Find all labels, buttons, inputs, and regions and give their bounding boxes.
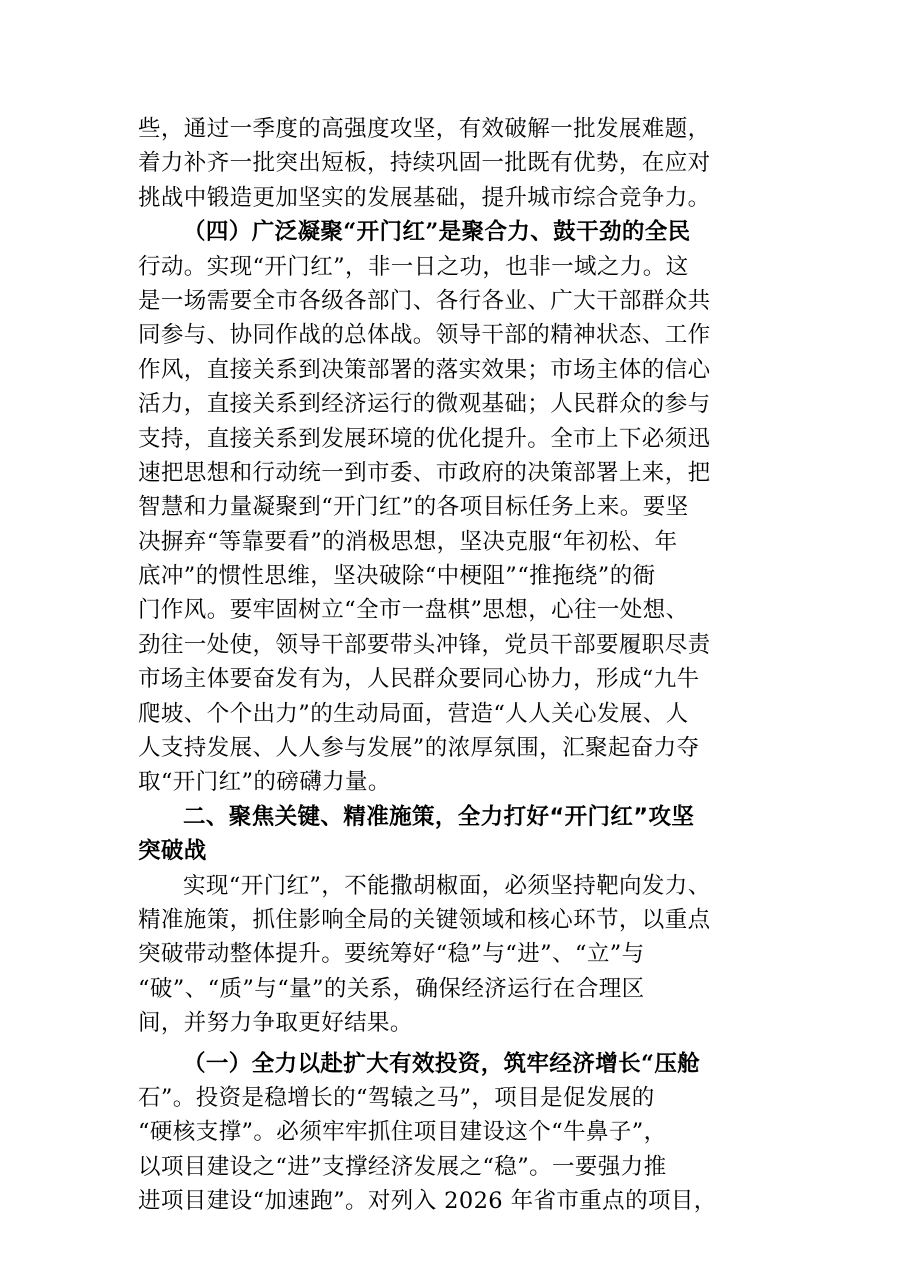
text-line: 精准施策，抓住影响全局的关键领域和核心环节，以重点 bbox=[138, 906, 711, 933]
text-line: 同参与、协同作战的总体战。领导干部的精神状态、工作 bbox=[138, 322, 711, 349]
text-line: 取“开门红”的磅礴力量。 bbox=[138, 769, 391, 796]
document-page bbox=[138, 112, 778, 1219]
heading-line: 二、聚焦关键、精准施策，全力打好“开门红”攻坚 bbox=[183, 803, 695, 830]
text-line: “硬核支撑”。必须牢牢抓住项目建设这个“牛鼻子”， bbox=[138, 1119, 667, 1146]
heading-line: 突破战 bbox=[138, 838, 207, 865]
text-line: 行动。实现“开门红”，非一日之功，也非一域之力。这 bbox=[138, 253, 689, 280]
text-line: 些，通过一季度的高强度攻坚，有效破解一批发展难题， bbox=[138, 116, 711, 142]
text-line: 人支持发展、人人参与发展”的浓厚氛围，汇聚起奋力夺 bbox=[138, 735, 700, 762]
text-line: 市场主体要奋发有为，人民群众要同心协力，形成“九牛 bbox=[138, 666, 700, 693]
text-line: 作风，直接关系到决策部署的落实效果；市场主体的信心 bbox=[138, 356, 711, 383]
text-line: 智慧和力量凝聚到“开门红”的各项目标任务上来。要坚 bbox=[138, 494, 689, 521]
text-line: 间，并努力争取更好结果。 bbox=[138, 1010, 413, 1037]
text-line: 以项目建设之“进”支撑经济发展之“稳”。一要强力推 bbox=[138, 1153, 667, 1180]
text-line: 实现“开门红”，不能撒胡椒面，必须坚持靶向发力、 bbox=[183, 872, 711, 899]
text-line: 着力补齐一批突出短板，持续巩固一批既有优势，在应对 bbox=[138, 150, 711, 177]
text-line: 爬坡、个个出力”的生动局面，营造“人人关心发展、人 bbox=[138, 700, 689, 727]
text-line: 底冲”的惯性思维，坚决破除“中梗阻”“推拖绕”的衙 bbox=[138, 563, 656, 590]
text-line: “破”、“质”与“量”的关系，确保经济运行在合理区 bbox=[138, 975, 645, 1002]
text-line: 门作风。要牢固树立“全市一盘棋”思想，心往一处想、 bbox=[138, 597, 689, 624]
text-line: 进项目建设“加速跑”。对列入 2026 年省市重点的项目， bbox=[138, 1188, 717, 1215]
text-line: 支持，直接关系到发展环境的优化提升。全市上下必须迅 bbox=[138, 425, 711, 452]
text-line: 石”。投资是稳增长的“驾辕之马”，项目是促发展的 bbox=[138, 1084, 655, 1111]
text-line: 突破带动整体提升。要统筹好“稳”与“进”、“立”与 bbox=[138, 941, 645, 968]
heading-line: （一）全力以赴扩大有效投资，筑牢经济增长“压舱 bbox=[183, 1050, 701, 1077]
text-line: 活力，直接关系到经济运行的微观基础；人民群众的参与 bbox=[138, 391, 711, 418]
text-line: 速把思想和行动统一到市委、市政府的决策部署上来，把 bbox=[138, 459, 711, 486]
heading-line: （四）广泛凝聚“开门红”是聚合力、鼓干劲的全民 bbox=[183, 219, 691, 246]
text-line: 决摒弃“等靠要看”的消极思想，坚决克服“年初松、年 bbox=[138, 528, 678, 555]
text-line: 挑战中锻造更加坚实的发展基础，提升城市综合竞争力。 bbox=[138, 184, 711, 211]
text-line: 劲往一处使，领导干部要带头冲锋，党员干部要履职尽责 bbox=[138, 631, 711, 658]
text-line: 是一场需要全市各级各部门、各行各业、广大干部群众共 bbox=[138, 287, 711, 314]
